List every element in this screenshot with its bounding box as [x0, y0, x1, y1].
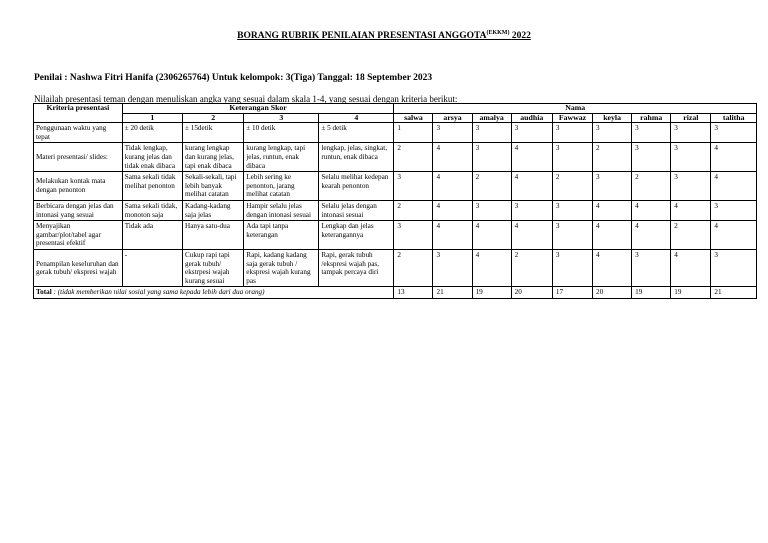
score-level-header: 2 [183, 113, 244, 123]
score-cell[interactable]: 4 [711, 172, 757, 201]
score-description-cell: Sama sekali tidak, monoton saja [122, 200, 182, 220]
score-description-cell: Rapi, kadang kadang saja gerak tubuh / ekspresi wajah kurang pas [244, 249, 319, 286]
score-cell[interactable]: 4 [433, 172, 472, 201]
score-description-cell: Rapi, gerak tubuh /ekspresi wajah pas, tampak percaya diri [319, 249, 394, 286]
total-cell[interactable]: 20 [511, 287, 552, 299]
score-cell[interactable]: 3 [511, 200, 552, 220]
score-cell[interactable]: 2 [671, 221, 711, 250]
score-description-cell: Sama sekali tidak melihat penonton [122, 172, 182, 201]
score-cell[interactable]: 3 [671, 143, 711, 172]
score-cell[interactable]: 3 [552, 249, 592, 286]
table-row [34, 221, 757, 250]
table-row [34, 172, 757, 201]
score-description-cell: Selalu melihat kedepan kearah penonton [319, 172, 394, 201]
score-cell[interactable]: 4 [511, 172, 552, 201]
score-cell[interactable]: 4 [711, 221, 757, 250]
score-cell[interactable]: 3 [472, 123, 511, 143]
score-cell[interactable]: 3 [472, 143, 511, 172]
score-cell[interactable]: 4 [472, 221, 511, 250]
score-description-cell: Kadang-kadang saja jelas [183, 200, 244, 220]
score-cell[interactable]: 4 [671, 200, 711, 220]
criteria-cell: Melakukan kontak mata dengan penonton [34, 172, 123, 201]
total-cell[interactable]: 20 [593, 287, 632, 299]
score-cell[interactable]: 4 [632, 221, 671, 250]
header-score: Keterangan Skor [122, 104, 394, 114]
total-cell[interactable]: 13 [394, 287, 433, 299]
score-description-cell: Ada tapi tanpa keterangan [244, 221, 319, 250]
criteria-cell: Penampilan keseluruhan dan gerak tubuh/ ekspresi wajah [34, 249, 123, 286]
score-cell[interactable]: 2 [394, 200, 433, 220]
score-cell[interactable]: 3 [394, 221, 433, 250]
score-cell[interactable]: 3 [552, 221, 592, 250]
score-cell[interactable]: 3 [632, 143, 671, 172]
total-cell[interactable]: 19 [671, 287, 711, 299]
score-cell[interactable]: 4 [593, 221, 632, 250]
score-description-cell: ± 20 detik [122, 123, 182, 143]
score-cell[interactable]: 3 [433, 249, 472, 286]
table-row [34, 143, 757, 172]
score-description-cell: ± 10 detik [244, 123, 319, 143]
name-header: audhia [511, 113, 552, 123]
score-cell[interactable]: 2 [632, 172, 671, 201]
score-description-cell: Tidak lengkap, kurang jelas dan tidak enak dibaca [122, 143, 182, 172]
criteria-cell: Materi presentasi/ slides: [34, 143, 123, 172]
score-cell[interactable]: 1 [394, 123, 433, 143]
score-description-cell: kurang lengkap, tapi jelas, runtun, enak dibaca [244, 143, 319, 172]
table-row [34, 200, 757, 220]
instruction-text: Nilailah presentasi teman dengan menuliskan angka yang sesuai dalam skala 1-4, yang sesuai dengan kriteria berikut: [34, 94, 458, 104]
name-header: Fawwaz [552, 113, 592, 123]
score-cell[interactable]: 4 [511, 143, 552, 172]
score-cell[interactable]: 4 [433, 143, 472, 172]
score-cell[interactable]: 3 [472, 200, 511, 220]
score-description-cell: kurang lengkap dan kurang jelas, tapi enak dibaca [183, 143, 244, 172]
score-level-header: 3 [244, 113, 319, 123]
score-cell[interactable]: 4 [711, 143, 757, 172]
score-cell[interactable]: 4 [472, 249, 511, 286]
name-header: keyla [593, 113, 632, 123]
score-cell[interactable]: 3 [711, 123, 757, 143]
score-description-cell: - [122, 249, 182, 286]
score-cell[interactable]: 2 [472, 172, 511, 201]
score-description-cell: Tidak ada [122, 221, 182, 250]
table-row [34, 123, 757, 143]
total-note: : (tidak memberikan nilai sosial yang sama kepada lebih dari dua orang) [51, 288, 265, 297]
name-header: arsya [433, 113, 472, 123]
score-cell[interactable]: 4 [671, 249, 711, 286]
score-description-cell: Cukup rapi tapi gerak tubuh/ ekstrpesi wajah kurang sesuai [183, 249, 244, 286]
total-cell[interactable]: 21 [711, 287, 757, 299]
score-description-cell: ± 5 detik [319, 123, 394, 143]
score-cell[interactable]: 2 [593, 143, 632, 172]
score-cell[interactable]: 3 [671, 123, 711, 143]
score-description-cell: Hanya satu-dua [183, 221, 244, 250]
total-title: Total [36, 288, 52, 297]
score-cell[interactable]: 3 [552, 143, 592, 172]
name-header: salwa [394, 113, 433, 123]
score-description-cell: Lebih sering ke penonton, jarang melihat catatan [244, 172, 319, 201]
score-cell[interactable]: 3 [632, 123, 671, 143]
score-cell[interactable]: 3 [433, 123, 472, 143]
score-cell[interactable]: 3 [552, 200, 592, 220]
score-cell[interactable]: 3 [593, 172, 632, 201]
score-cell[interactable]: 3 [394, 172, 433, 201]
total-cell[interactable]: 19 [632, 287, 671, 299]
score-cell[interactable]: 2 [511, 249, 552, 286]
score-cell[interactable]: 2 [394, 143, 433, 172]
score-cell[interactable]: 3 [711, 200, 757, 220]
header-name: Nama [394, 104, 757, 114]
score-description-cell: ± 15detik [183, 123, 244, 143]
rubric-table [33, 103, 757, 299]
criteria-cell: Menyajikan gambar/plot/tabel agar presentasi efektif [34, 221, 123, 250]
evaluator-line: Penilai : Nashwa Fitri Hanifa (2306265764) Untuk kelompok: 3(Tiga) Tanggal: 18 September 2023 [34, 73, 433, 83]
score-description-cell: Selalu jelas dengan intonasi sesuai [319, 200, 394, 220]
score-cell[interactable]: 4 [433, 221, 472, 250]
score-cell[interactable]: 3 [632, 249, 671, 286]
score-description-cell: Lengkap dan jelas keterangannya [319, 221, 394, 250]
score-cell[interactable]: 2 [552, 172, 592, 201]
total-cell[interactable]: 17 [552, 287, 592, 299]
total-cell[interactable]: 21 [433, 287, 472, 299]
table-row [34, 249, 757, 286]
header-criteria: Kriteria presentasi [34, 104, 123, 123]
total-cell[interactable]: 19 [472, 287, 511, 299]
score-cell[interactable]: 4 [511, 221, 552, 250]
name-header: amalya [472, 113, 511, 123]
form-title: BORANG RUBRIK PENILAIAN PRESENTASI $ANGGOTA^{(EKKM)}$ 2022 [237, 30, 531, 42]
score-cell[interactable]: 3 [711, 249, 757, 286]
score-cell[interactable]: 3 [671, 172, 711, 201]
score-cell[interactable]: 4 [433, 200, 472, 220]
score-description-cell: Sekali-sekali, tapi lebih banyak melihat catatan [183, 172, 244, 201]
score-level-header: 4 [319, 113, 394, 123]
score-cell[interactable]: 4 [632, 200, 671, 220]
name-header: rahma [632, 113, 671, 123]
criteria-cell: Penggunaan waktu yang tepat [34, 123, 123, 143]
score-cell[interactable]: 2 [394, 249, 433, 286]
score-cell[interactable]: 4 [593, 200, 632, 220]
score-description-cell: lengkap, jelas, singkat, runtun, enak dibaca [319, 143, 394, 172]
score-cell[interactable]: 3 [593, 123, 632, 143]
score-cell[interactable]: 3 [552, 123, 592, 143]
score-cell[interactable]: 3 [511, 123, 552, 143]
name-header: talitha [711, 113, 757, 123]
total-label [34, 287, 394, 299]
criteria-cell: Berbicara dengan jelas dan intonasi yang sesuai [34, 200, 123, 220]
score-level-header: 1 [122, 113, 182, 123]
name-header: rizal [671, 113, 711, 123]
score-cell[interactable]: 4 [593, 249, 632, 286]
score-description-cell: Hampir selalu jelas dengan intonasi sesuai [244, 200, 319, 220]
total-row [34, 287, 757, 299]
